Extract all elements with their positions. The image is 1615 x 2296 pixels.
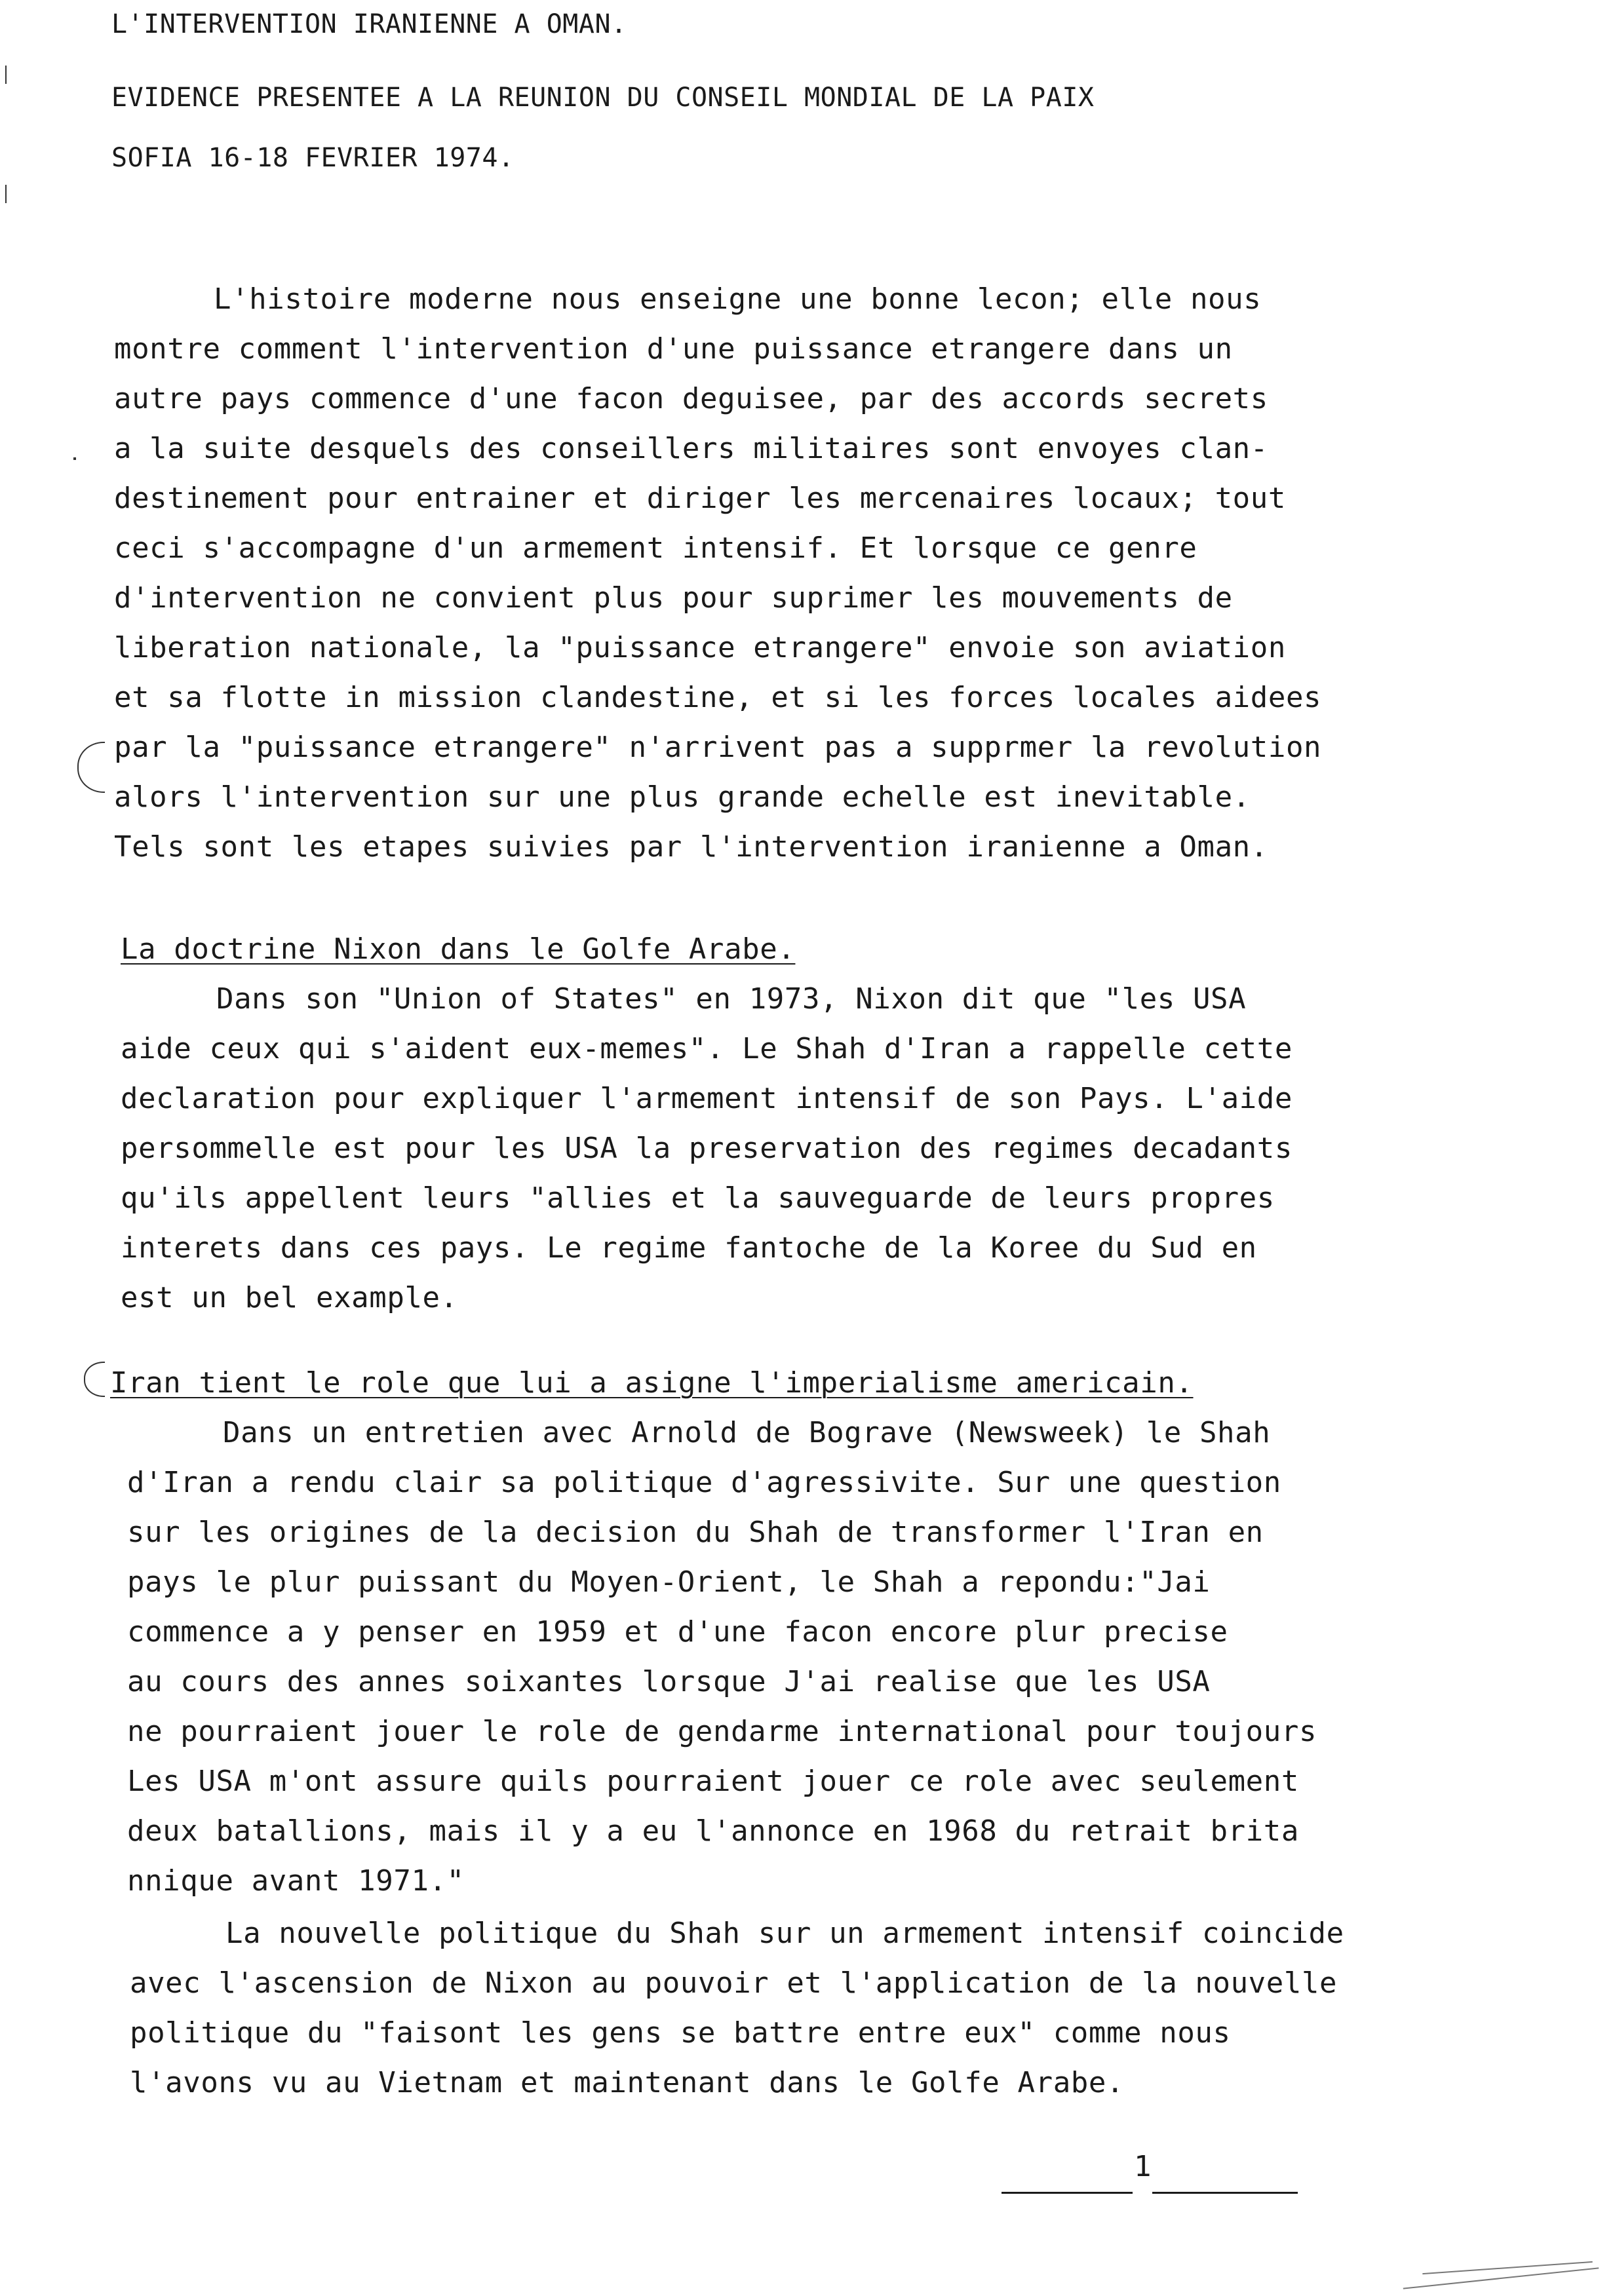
paragraph-line: declaration pour expliquer l'armement intensif de son Pays. L'aide (121, 1082, 1293, 1115)
paragraph-line: destinement pour entrainer et diriger les mercenaires locaux; tout (114, 482, 1286, 515)
paragraph-line: deux batallions, mais il y a eu l'annonce en 1968 du retrait brita (127, 1814, 1299, 1848)
paragraph-line: La nouvelle politique du Shah sur un armement intensif coincide (225, 1917, 1344, 1950)
paragraph-line: l'avons vu au Vietnam et maintenant dans le Golfe Arabe. (130, 2066, 1125, 2099)
paragraph-line: Tels sont les etapes suivies par l'intervention iranienne a Oman. (114, 830, 1268, 864)
paragraph-line: et sa flotte in mission clandestine, et si les forces locales aidees (114, 681, 1322, 714)
document-subtitle-line-2: SOFIA 16-18 FEVRIER 1974. (111, 143, 515, 173)
paragraph-line: montre comment l'intervention d'une puissance etrangere dans un (114, 332, 1233, 366)
margin-tick-mark (5, 66, 7, 84)
paragraph-line: sur les origines de la decision du Shah de transformer l'Iran en (127, 1516, 1264, 1549)
footer-rule-left (1002, 2192, 1133, 2194)
paragraph-line: pays le plur puissant du Moyen-Orient, le Shah a repondu:"Jai (127, 1565, 1211, 1599)
paragraph-line: avec l'ascension de Nixon au pouvoir et l'application de la nouvelle (130, 1966, 1338, 2000)
paragraph-line: politique du "faisont les gens se battre entre eux" comme nous (130, 2016, 1231, 2050)
paragraph-line: au cours des annes soixantes lorsque J'ai realise que les USA (127, 1665, 1211, 1698)
margin-dot-mark (73, 457, 76, 460)
paragraph-line: est un bel example. (121, 1281, 458, 1314)
document-subtitle-line-1: EVIDENCE PRESENTEE A LA REUNION DU CONSEIL MONDIAL DE LA PAIX (111, 83, 1095, 113)
section-heading: La doctrine Nixon dans le Golfe Arabe. (121, 932, 796, 966)
paragraph-line: nnique avant 1971." (127, 1864, 465, 1898)
paragraph-line: qu'ils appellent leurs "allies et la sauveguarde de leurs propres (121, 1181, 1275, 1215)
paragraph-line: d'intervention ne convient plus pour suprimer les mouvements de (114, 581, 1233, 615)
paragraph-line: ne pourraient jouer le role de gendarme international pour toujours (127, 1715, 1317, 1748)
paragraph-line: Dans son "Union of States" en 1973, Nixon dit que "les USA (216, 982, 1247, 1016)
paragraph-line: Dans un entretien avec Arnold de Bograve (Newsweek) le Shah (223, 1416, 1271, 1449)
paragraph-line: liberation nationale, la "puissance etrangere" envoie son aviation (114, 631, 1286, 664)
margin-bracket-mark (77, 742, 105, 793)
scan-edge-line (1422, 2261, 1593, 2274)
paragraph-line: alors l'intervention sur une plus grande echelle est inevitable. (114, 780, 1251, 814)
paragraph-line: d'Iran a rendu clair sa politique d'agressivite. Sur une question (127, 1466, 1281, 1499)
footer-rule-right (1152, 2192, 1298, 2194)
document-title: L'INTERVENTION IRANIENNE A OMAN. (111, 9, 627, 39)
paragraph-line: persommelle est pour les USA la preservation des regimes decadants (121, 1132, 1293, 1165)
paragraph-line: autre pays commence d'une facon deguisee, par des accords secrets (114, 382, 1268, 415)
paragraph-line: par la "puissance etrangere" n'arrivent pas a supprmer la revolution (114, 731, 1322, 764)
section-heading: Iran tient le role que lui a asigne l'imperialisme americain. (110, 1366, 1194, 1400)
paragraph-line: interets dans ces pays. Le regime fantoche de la Koree du Sud en (121, 1231, 1257, 1265)
margin-tick-mark (5, 185, 7, 203)
paragraph-line: aide ceux qui s'aident eux-memes". Le Shah d'Iran a rappelle cette (121, 1032, 1293, 1065)
margin-bracket-mark (84, 1362, 105, 1397)
paragraph-line: Les USA m'ont assure quils pourraient jouer ce role avec seulement (127, 1765, 1299, 1798)
paragraph-line: commence a y penser en 1959 et d'une facon encore plur precise (127, 1615, 1228, 1649)
paragraph-line: L'histoire moderne nous enseigne une bonne lecon; elle nous (214, 282, 1262, 316)
page-number: 1 (1134, 2150, 1152, 2183)
paragraph-line: ceci s'accompagne d'un armement intensif. Et lorsque ce genre (114, 531, 1197, 565)
paragraph-line: a la suite desquels des conseillers militaires sont envoyes clan- (114, 432, 1268, 465)
scan-edge-line (1403, 2267, 1599, 2289)
